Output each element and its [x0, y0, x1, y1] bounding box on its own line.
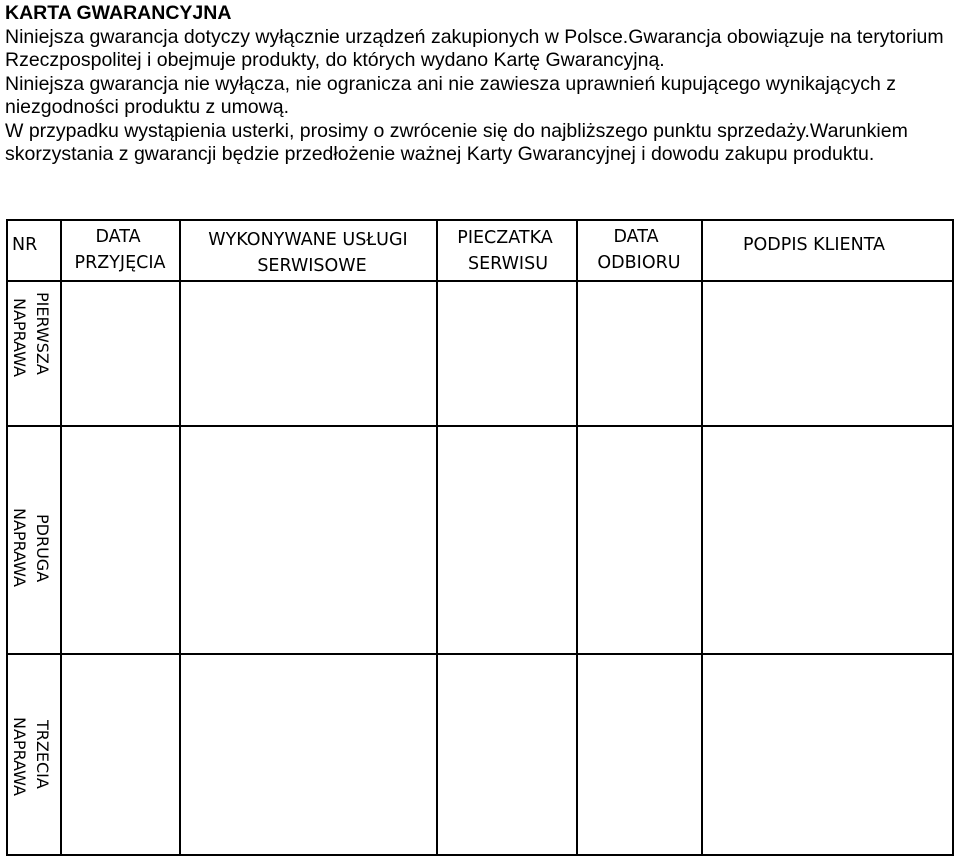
row-label-first-line1: PIERWSZA: [33, 292, 52, 375]
header-nr: NR: [12, 235, 38, 255]
header-data-odbioru-line2: ODBIORU: [597, 253, 681, 273]
row-label-third-line1: TRZECIA: [33, 720, 52, 789]
paragraph-procedure: W przypadku wystąpienia usterki, prosimy o zwrócenie się do najbliższego punktu sprzedaży.Warunkiem skorzystania z gwarancji będzie przedłożenie ważnej Karty Gwarancyjnej i dowodu zakupu produktu.: [5, 119, 908, 165]
header-data-przyjecia-line2: PRZYJĘCIA: [74, 253, 166, 273]
row-label-second-repair: [10, 508, 52, 587]
header-uslugi-line1: WYKONYWANE USŁUGI: [208, 230, 408, 250]
header-data-przyjecia-line1: DATA: [95, 227, 141, 247]
row-label-second-line1: PDRUGA: [33, 514, 52, 583]
paragraph-rights: Niniejsza gwarancja nie wyłącza, nie ogranicza ani nie zawiesza uprawnień kupującego wynikających z niezgodności produktu z umową.: [5, 72, 896, 118]
table-grid: [7, 220, 953, 855]
row-label-third-repair: [10, 717, 52, 796]
header-podpis-klienta: PODPIS KLIENTA: [742, 235, 886, 255]
header-uslugi-line2: SERWISOWE: [257, 256, 367, 276]
row-label-first-line2: NAPRAWA: [10, 298, 29, 377]
document-title: KARTA GWARANCYJNA: [5, 2, 232, 24]
table-border: [7, 220, 953, 855]
header-pieczatka-line1: PIECZATKA: [457, 228, 553, 248]
row-label-third-line2: NAPRAWA: [10, 717, 29, 796]
header-pieczatka-line2: SERWISU: [468, 254, 548, 274]
paragraph-scope: Niniejsza gwarancja dotyczy wyłącznie urządzeń zakupionych w Polsce.Gwarancja obowiązuje na terytorium Rzeczpospolitej i obejmuje produkty, do których wydano Kartę Gwarancyjną.: [5, 25, 944, 71]
row-label-first-repair: [10, 292, 52, 377]
header-data-odbioru-line1: DATA: [613, 227, 659, 247]
row-label-second-line2: NAPRAWA: [10, 508, 29, 587]
table-header: [12, 227, 885, 276]
